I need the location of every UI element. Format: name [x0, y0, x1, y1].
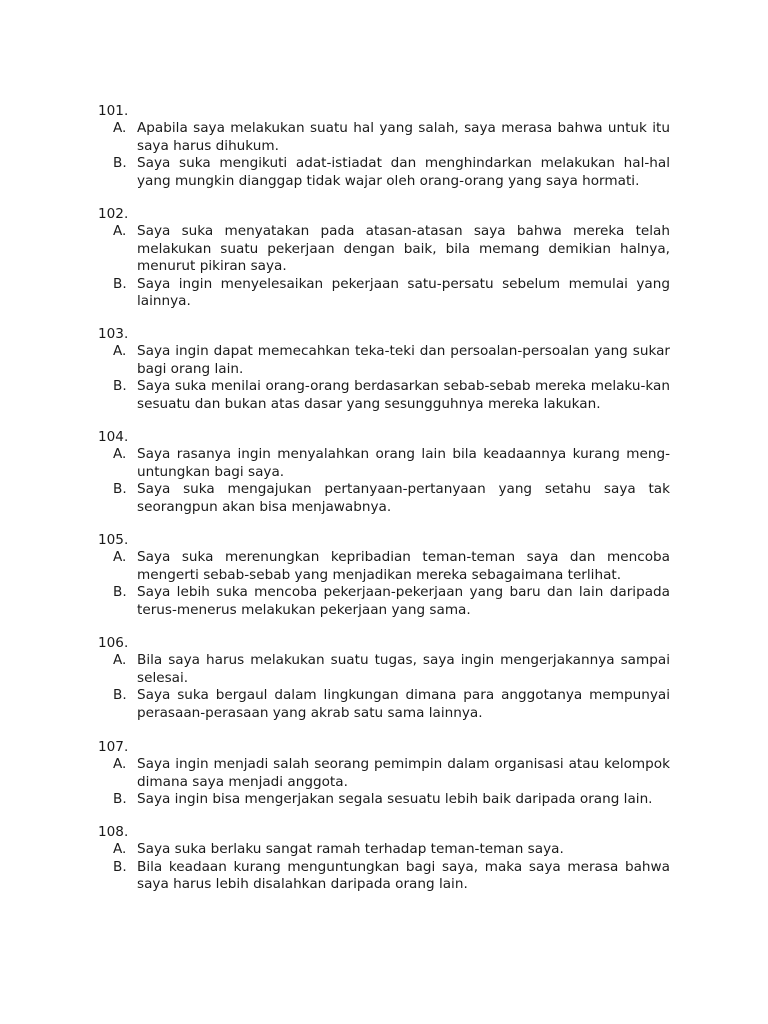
option-a [98, 652, 670, 687]
option-letter: A. [113, 120, 127, 137]
question-105 [98, 532, 670, 619]
question-number: 101. [98, 103, 129, 119]
question-number: 108. [98, 824, 129, 840]
option-text: Saya suka mengajukan pertanyaan-pertanyaan yang setahu saya tak seorangpun akan bisa menjawabnya. [137, 481, 670, 515]
option-text: Saya suka berlaku sangat ramah terhadap teman-teman saya. [137, 841, 564, 858]
option-letter: B. [113, 584, 127, 601]
option-text: Saya lebih suka mencoba pekerjaan-pekerjaan yang baru dan lain daripada terus-menerus melakukan pekerjaan yang sama. [137, 584, 670, 618]
option-letter: A. [113, 756, 127, 773]
option-b [98, 481, 670, 516]
question-108 [98, 824, 670, 894]
option-letter: A. [113, 446, 127, 463]
option-a [98, 223, 670, 275]
question-number: 104. [98, 429, 129, 445]
option-text: Saya suka menyatakan pada atasan-atasan saya bahwa mereka telah melakukan suatu pekerjaan dengan baik, bila memang demikian halnya, menurut pikiran saya. [137, 223, 670, 275]
option-b [98, 859, 670, 894]
question-106 [98, 635, 670, 722]
option-b [98, 276, 670, 311]
option-letter: B. [113, 687, 127, 704]
option-text: Bila keadaan kurang menguntungkan bagi saya, maka saya merasa bahwa saya harus lebih disalahkan daripada orang lain. [137, 858, 670, 893]
question-103 [98, 326, 670, 413]
option-letter: A. [113, 343, 127, 360]
option-a [98, 446, 670, 481]
question-101 [98, 103, 670, 190]
question-number: 105. [98, 532, 129, 548]
question-number: 106. [98, 635, 129, 651]
option-a [98, 120, 670, 155]
question-102 [98, 206, 670, 310]
option-letter: B. [113, 275, 127, 292]
option-b [98, 155, 670, 190]
question-104 [98, 429, 670, 516]
option-a [98, 756, 670, 791]
option-a [98, 549, 670, 584]
option-text: Saya ingin menjadi salah seorang pemimpin dalam organisasi atau kelompok dimana saya menjadi anggota. [137, 756, 670, 790]
option-b [98, 687, 670, 722]
option-letter: A. [113, 223, 127, 240]
question-107 [98, 739, 670, 809]
question-number: 107. [98, 739, 129, 755]
option-letter: B. [113, 858, 127, 875]
option-letter: B. [113, 155, 127, 172]
option-letter: A. [113, 652, 127, 669]
option-letter: A. [113, 549, 127, 566]
question-number: 103. [98, 326, 129, 342]
option-text: Saya ingin menyelesaikan pekerjaan satu-persatu sebelum memulai yang lainnya. [137, 275, 670, 310]
option-a [98, 343, 670, 378]
option-text: Saya rasanya ingin menyalahkan orang lain bila keadaannya kurang meng-untungkan bagi saya. [137, 446, 670, 480]
option-text: Saya suka menilai orang-orang berdasarkan sebab-sebab mereka melaku-kan sesuatu dan bukan atas dasar yang sesungguhnya mereka lakukan. [137, 378, 670, 412]
option-text: Saya suka merenungkan kepribadian teman-teman saya dan mencoba mengerti sebab-sebab yang menjadikan mereka sebagaimana terlihat. [137, 549, 670, 583]
option-letter: B. [113, 791, 127, 808]
option-letter: A. [113, 841, 127, 858]
option-text: Saya ingin dapat memecahkan teka-teki dan persoalan-persoalan yang sukar bagi orang lain. [137, 343, 670, 377]
option-text: Saya suka mengikuti adat-istiadat dan menghindarkan melakukan hal-hal yang mungkin dianggap tidak wajar oleh orang-orang yang saya hormati. [137, 155, 670, 189]
option-text: Apabila saya melakukan suatu hal yang salah, saya merasa bahwa untuk itu saya harus dihukum. [137, 120, 670, 154]
option-letter: B. [113, 481, 127, 498]
question-number: 102. [98, 206, 129, 222]
option-letter: B. [113, 378, 127, 395]
option-b [98, 791, 670, 808]
option-text: Saya suka bergaul dalam lingkungan dimana para anggotanya mempunyai perasaan-perasaan yang akrab satu sama lainnya. [137, 687, 670, 721]
option-b [98, 584, 670, 619]
option-text: Saya ingin bisa mengerjakan segala sesuatu lebih baik daripada orang lain. [137, 791, 653, 808]
option-b [98, 378, 670, 413]
option-text: Bila saya harus melakukan suatu tugas, saya ingin mengerjakannya sampai selesai. [137, 652, 670, 686]
option-a [98, 841, 670, 858]
